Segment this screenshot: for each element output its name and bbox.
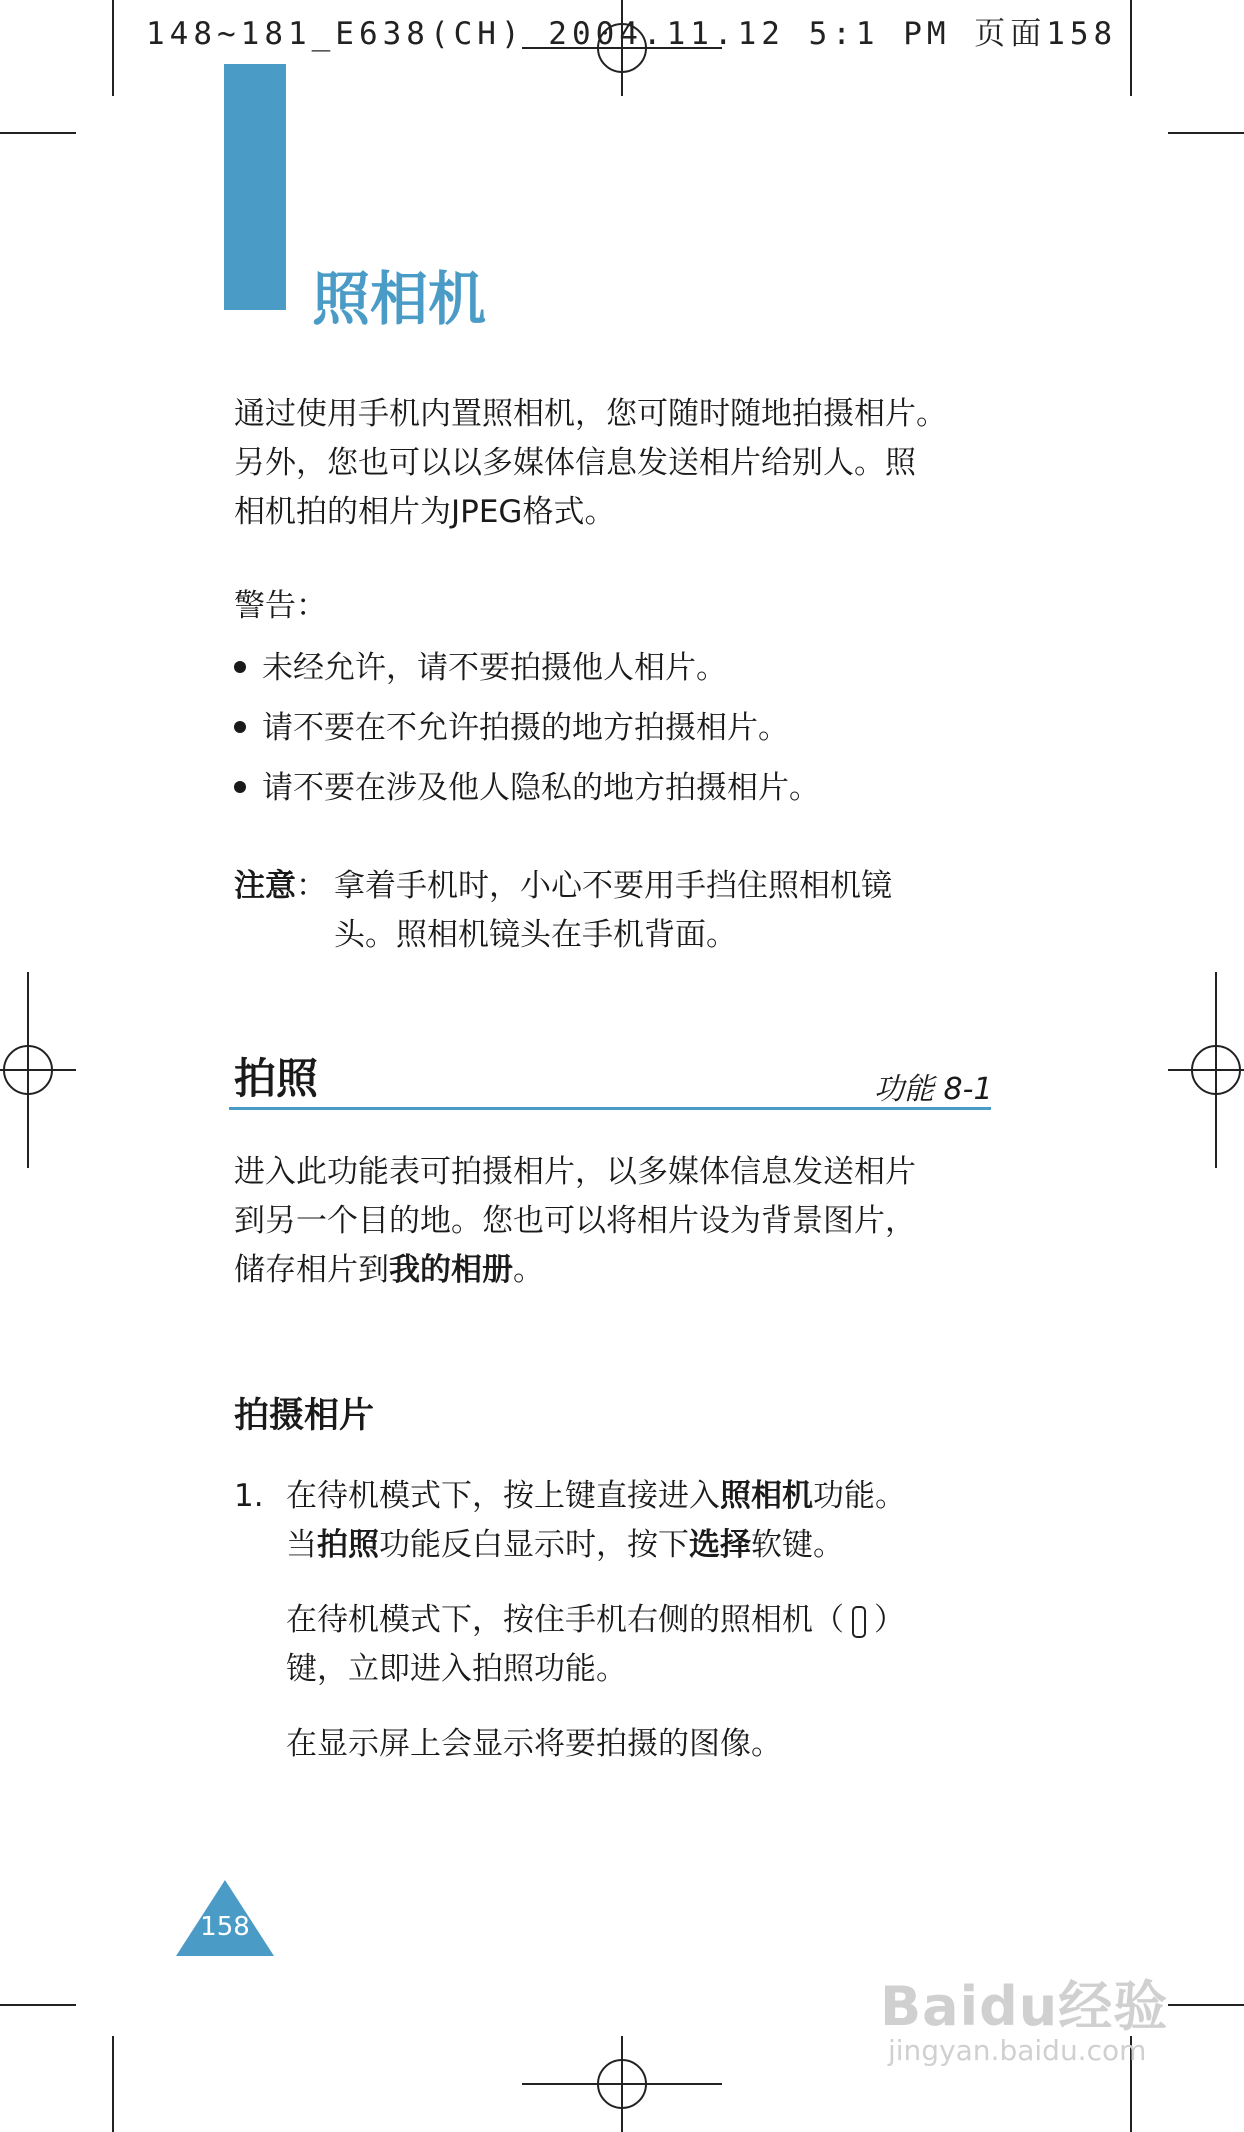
warning-item [234, 704, 789, 753]
section-description [234, 1148, 916, 1295]
warning-text: 请不要在涉及他人隐私的地方拍摄相片。 [262, 770, 820, 806]
bullet-icon [234, 781, 246, 793]
bullet-icon [234, 721, 246, 733]
note-label [234, 862, 327, 911]
crop-mark [1168, 132, 1244, 134]
alt-line: 键，立即进入拍照功能。 [286, 1651, 627, 1687]
chapter-accent-bar [224, 64, 286, 310]
warning-item [234, 644, 727, 693]
crop-mark [0, 2004, 76, 2006]
page-number: 158 [200, 1912, 250, 1942]
crop-mark [112, 2036, 114, 2132]
camera-key-icon [852, 1606, 866, 1638]
crop-mark [1168, 2004, 1244, 2006]
warning-label: 警告： [234, 588, 327, 624]
bullet-icon [234, 661, 246, 673]
note-line: 头。照相机镜头在手机背面。 [334, 917, 737, 953]
crop-mark [1130, 0, 1132, 96]
note-colon: ： [296, 868, 327, 904]
registration-mark-right [1168, 972, 1244, 1168]
crop-mark [0, 132, 76, 134]
take-photo-term: 拍照 [317, 1527, 379, 1563]
display-note: 在显示屏上会显示将要拍摄的图像。 [286, 1726, 782, 1762]
watermark-logo: Baidu经验 [880, 1975, 1169, 2038]
print-header: 148~181_E638(CH) 2004.11.12 5:1 PM 页面158 [146, 16, 1118, 52]
step-number: 1. [234, 1478, 264, 1514]
select-term: 选择 [689, 1527, 751, 1563]
note-body [334, 862, 892, 960]
step-1 [286, 1472, 906, 1570]
camera-term: 照相机 [720, 1478, 813, 1514]
function-label: 功能 8-1 [874, 1072, 993, 1107]
desc-line: 到另一个目的地。您也可以将相片设为背景图片， [234, 1203, 916, 1239]
registration-mark-left [0, 972, 76, 1168]
intro-line: 相机拍的相片为JPEG格式。 [234, 494, 616, 530]
section-divider [229, 1107, 991, 1110]
warning-item [234, 764, 820, 813]
step-line: 在待机模式下，按上键直接进入照相机功能。 [286, 1478, 906, 1514]
subsection-title: 拍摄相片 [234, 1396, 375, 1436]
registration-mark-bottom [522, 2036, 722, 2132]
alt-line: 在待机模式下，按住手机右侧的照相机（ ） [286, 1602, 905, 1638]
intro-paragraph [234, 390, 947, 537]
note-label-text: 注意 [234, 868, 296, 904]
my-album-term: 我的相册 [389, 1252, 513, 1288]
note-line: 拿着手机时，小心不要用手挡住照相机镜 [334, 868, 892, 904]
section-title: 拍照 [234, 1054, 319, 1103]
step-line: 当拍照功能反白显示时，按下选择软键。 [286, 1527, 844, 1563]
intro-line: 另外，您也可以以多媒体信息发送相片给别人。照 [234, 445, 916, 481]
crop-mark [112, 0, 114, 96]
intro-line: 通过使用手机内置照相机，您可随时随地拍摄相片。 [234, 396, 947, 432]
warning-text: 请不要在不允许拍摄的地方拍摄相片。 [262, 710, 789, 746]
chapter-title: 照相机 [312, 265, 487, 333]
warning-text: 未经允许，请不要拍摄他人相片。 [262, 650, 727, 686]
desc-line: 储存相片到我的相册。 [234, 1252, 544, 1288]
alt-method [286, 1596, 905, 1694]
watermark-url: jingyan.baidu.com [888, 2034, 1147, 2067]
desc-line: 进入此功能表可拍摄相片，以多媒体信息发送相片 [234, 1154, 916, 1190]
